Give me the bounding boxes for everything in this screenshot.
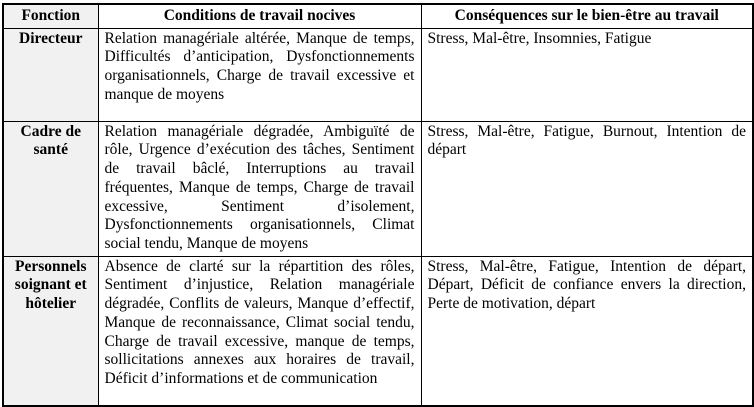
consequences-cell: Stress, Mal-être, Insomnies, Fatigue <box>421 28 753 121</box>
header-conditions: Conditions de travail nocives <box>98 4 421 28</box>
conditions-cell: Relation managériale altérée, Manque de temps, Difficultés d’anticipation, Dysfonctionnements organisationnels, Charge de travail excessive et manque de moyens <box>98 28 421 121</box>
work-conditions-table <box>2 3 754 407</box>
conditions-cell: Relation managériale dégradée, Ambiguïté de rôle, Urgence d’exécution des tâches, Sentiment de travail bâclé, Interruptions au travail fréquentes, Manque de temps, Charge de travail excessive, Sentiment d’isolement, Dysfonctionnements organisationnels, Climat social tendu, Manque de moyens <box>98 121 421 256</box>
table-row <box>3 256 753 406</box>
fonction-cell: Personnels soignant et hôtelier <box>3 256 98 406</box>
header-row <box>3 4 753 28</box>
fonction-cell: Directeur <box>3 28 98 121</box>
header-fonction: Fonction <box>3 4 98 28</box>
table-row <box>3 121 753 256</box>
consequences-cell: Stress, Mal-être, Fatigue, Intention de départ, Départ, Déficit de confiance envers la direction, Perte de motivation, départ <box>421 256 753 406</box>
header-consequences: Conséquences sur le bien-être au travail <box>421 4 753 28</box>
conditions-cell: Absence de clarté sur la répartition des rôles, Sentiment d’injustice, Relation managériale dégradée, Conflits de valeurs, Manque d’effectif, Manque de reconnaissance, Climat social tendu, Charge de travail excessive, manque de temps, sollicitations annexes aux horaires de travail, Déficit d’informations et de communication <box>98 256 421 406</box>
table-row <box>3 28 753 121</box>
consequences-cell: Stress, Mal-être, Fatigue, Burnout, Intention de départ <box>421 121 753 256</box>
fonction-cell: Cadre de santé <box>3 121 98 256</box>
